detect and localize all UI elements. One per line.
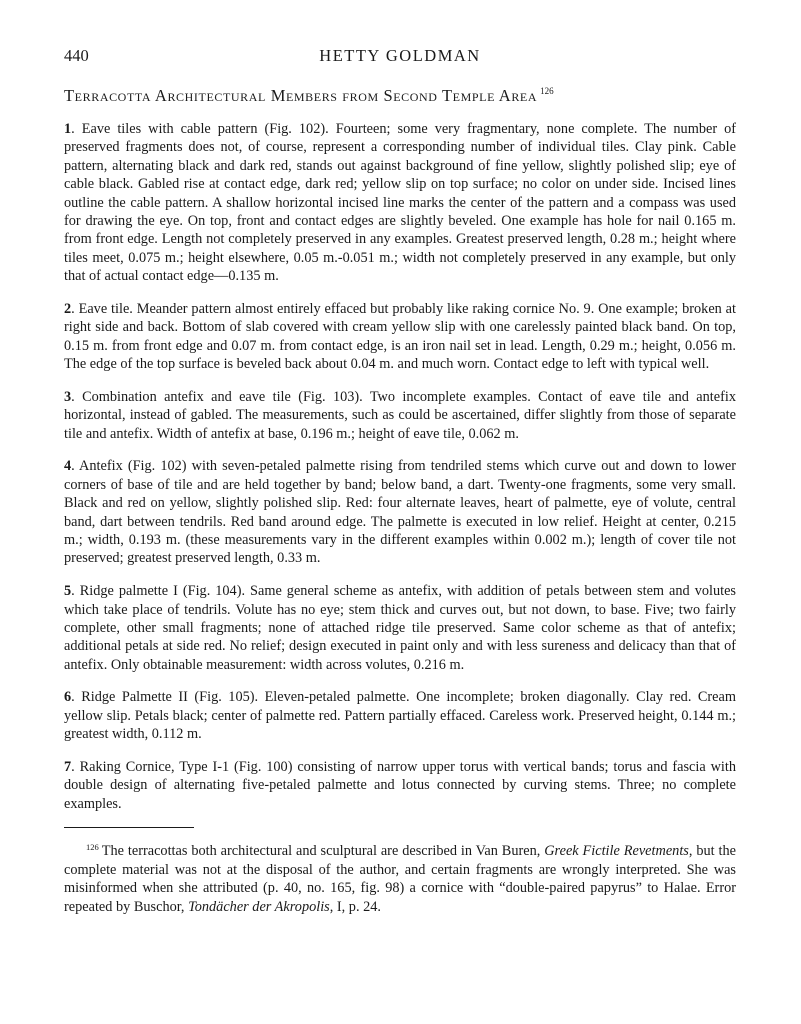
footnote-text-3: , I, p. 24. — [329, 898, 381, 915]
entry-text: . Ridge Palmette II (Fig. 105). Eleven-petaled palmette. One incomplete; broken diagonally. Clay red. Cream yellow slip. Petals black; center of palmette red. Pattern partially effaced. Careless work. Preserved height, 0.144 m.; greatest width, 0.112 m. — [64, 689, 736, 743]
catalog-entry-3 — [64, 388, 736, 443]
entry-number: 4 — [64, 458, 72, 475]
footnote-reference[interactable]: 126 — [540, 86, 554, 96]
section-title — [64, 86, 736, 106]
entry-text: . Combination antefix and eave tile (Fig. 103). Two incomplete examples. Contact of eave tile and antefix horizontal, instead of gabled. The measurements, such as could be ascertained, differ slightly from those of separate tile and antefix. Width of antefix at base, 0.196 m.; height of eave tile, 0.062 m. — [64, 388, 736, 442]
catalog-entry-5 — [64, 582, 736, 674]
entry-text: . Ridge palmette I (Fig. 104). Same general scheme as antefix, with addition of petals between stem and volutes which take place of tendrils. Volute has no eye; stem thick and curves out, but not down, to base. Five; two fairly complete, other small fragments; none of attached ridge tile preserved. Same color scheme as that of antefix; additional petals at side red. No relief; design executed in paint only and with less sureness and delicacy than that of antefix. Only obtainable measurement: width across volutes, 0.216 m. — [64, 583, 736, 673]
entry-text: . Raking Cornice, Type I-1 (Fig. 100) consisting of narrow upper torus with vertical bands; torus and fascia with double design of alternating five-petaled palmette and lotus connected by curving stems. Three; no complete examples. — [64, 758, 736, 812]
page-number: 440 — [64, 46, 89, 65]
catalog-entry-6 — [64, 688, 736, 743]
entry-text: . Antefix (Fig. 102) with seven-petaled palmette rising from tendriled stems which curve out and down to lower corners of base of tile and are held together by band; below band, a dart. Twenty-one fragments, some very small. Black and red on yellow, slightly polished slip. Red: four alternate leaves, heart of palmette, eye of volute, central band, dart between tendrils. Red band around edge. The palmette is executed in low relief. Height at center, 0.215 m.; width, 0.193 m. (these measurements vary in the different examples within 0.002 m.); length of cover tile not preserved; greatest preserved length, 0.33 m. — [64, 458, 736, 567]
running-header — [64, 46, 736, 72]
entry-number: 2 — [64, 300, 72, 317]
footnote-text-2: , but the complete material was not at the disposal of the author, and certain fragments are wrongly interpreted. She was misinformed when she attributed (p. 40, no. 165, fig. 98) a cornice with “double-paired papyrus” to Halae. Error repeated by Buschor, — [64, 843, 736, 915]
catalog-entry-7 — [64, 758, 736, 813]
section-title-text: Terracotta Architectural Members from Second Temple Area — [64, 86, 538, 105]
entry-text: . Eave tiles with cable pattern (Fig. 102). Fourteen; some very fragmentary, none complete. The number of preserved fragments does not, of course, represent a corresponding number of individual tiles. Clay pink. Cable pattern, alternating black and dark red, stands out against background of fine yellow, slightly polished slip; eye of cable black. Gabled rise at contact edge, dark red; yellow slip on top surface; no color on under side. Incised lines outline the cable pattern. A shallow horizontal incised line marks the center of the pattern and a compass was used for drawing the eye. On top, front and contact edges are slightly beveled. One example has hole for nail 0.165 m. from front edge. Length not completely preserved in any examples. Greatest preserved length, 0.28 m.; height where tiles meet, 0.075 m.; height elsewhere, 0.05 m.-0.051 m.; width not completely preserved in any example, but only that of actual contact edge—0.135 m. — [64, 121, 736, 285]
footnote — [64, 838, 736, 916]
entry-number: 3 — [64, 388, 72, 405]
entry-number: 6 — [64, 689, 72, 706]
footnote-title-2: Tondächer der Akropolis — [188, 898, 330, 915]
page — [64, 46, 736, 930]
footnote-text-1: The terracottas both architectural and sculptural are described in Van Buren, — [101, 843, 545, 860]
catalog-entry-1 — [64, 120, 736, 286]
footnote-marker: 126 — [86, 842, 99, 853]
catalog-entry-2 — [64, 300, 736, 374]
running-head-author: HETTY GOLDMAN — [319, 46, 481, 65]
footnote-divider — [64, 827, 194, 828]
entry-number: 7 — [64, 758, 72, 775]
entry-number: 1 — [64, 121, 72, 137]
entry-text: . Eave tile. Meander pattern almost entirely effaced but probably like raking cornice No. 9. One example; broken at right side and back. Bottom of slab covered with cream yellow slip with one carelessly painted black band. On top, 0.15 m. from front edge and 0.07 m. from contact edge, is an iron nail set in lead. Length, 0.29 m.; height, 0.056 m. The edge of the top surface is beveled back about 0.04 m. and much worn. Contact edge to left with typical well. — [64, 300, 736, 373]
entry-number: 5 — [64, 583, 72, 600]
catalog-entry-4 — [64, 457, 736, 567]
footnote-title-1: Greek Fictile Revetments — [544, 843, 689, 860]
